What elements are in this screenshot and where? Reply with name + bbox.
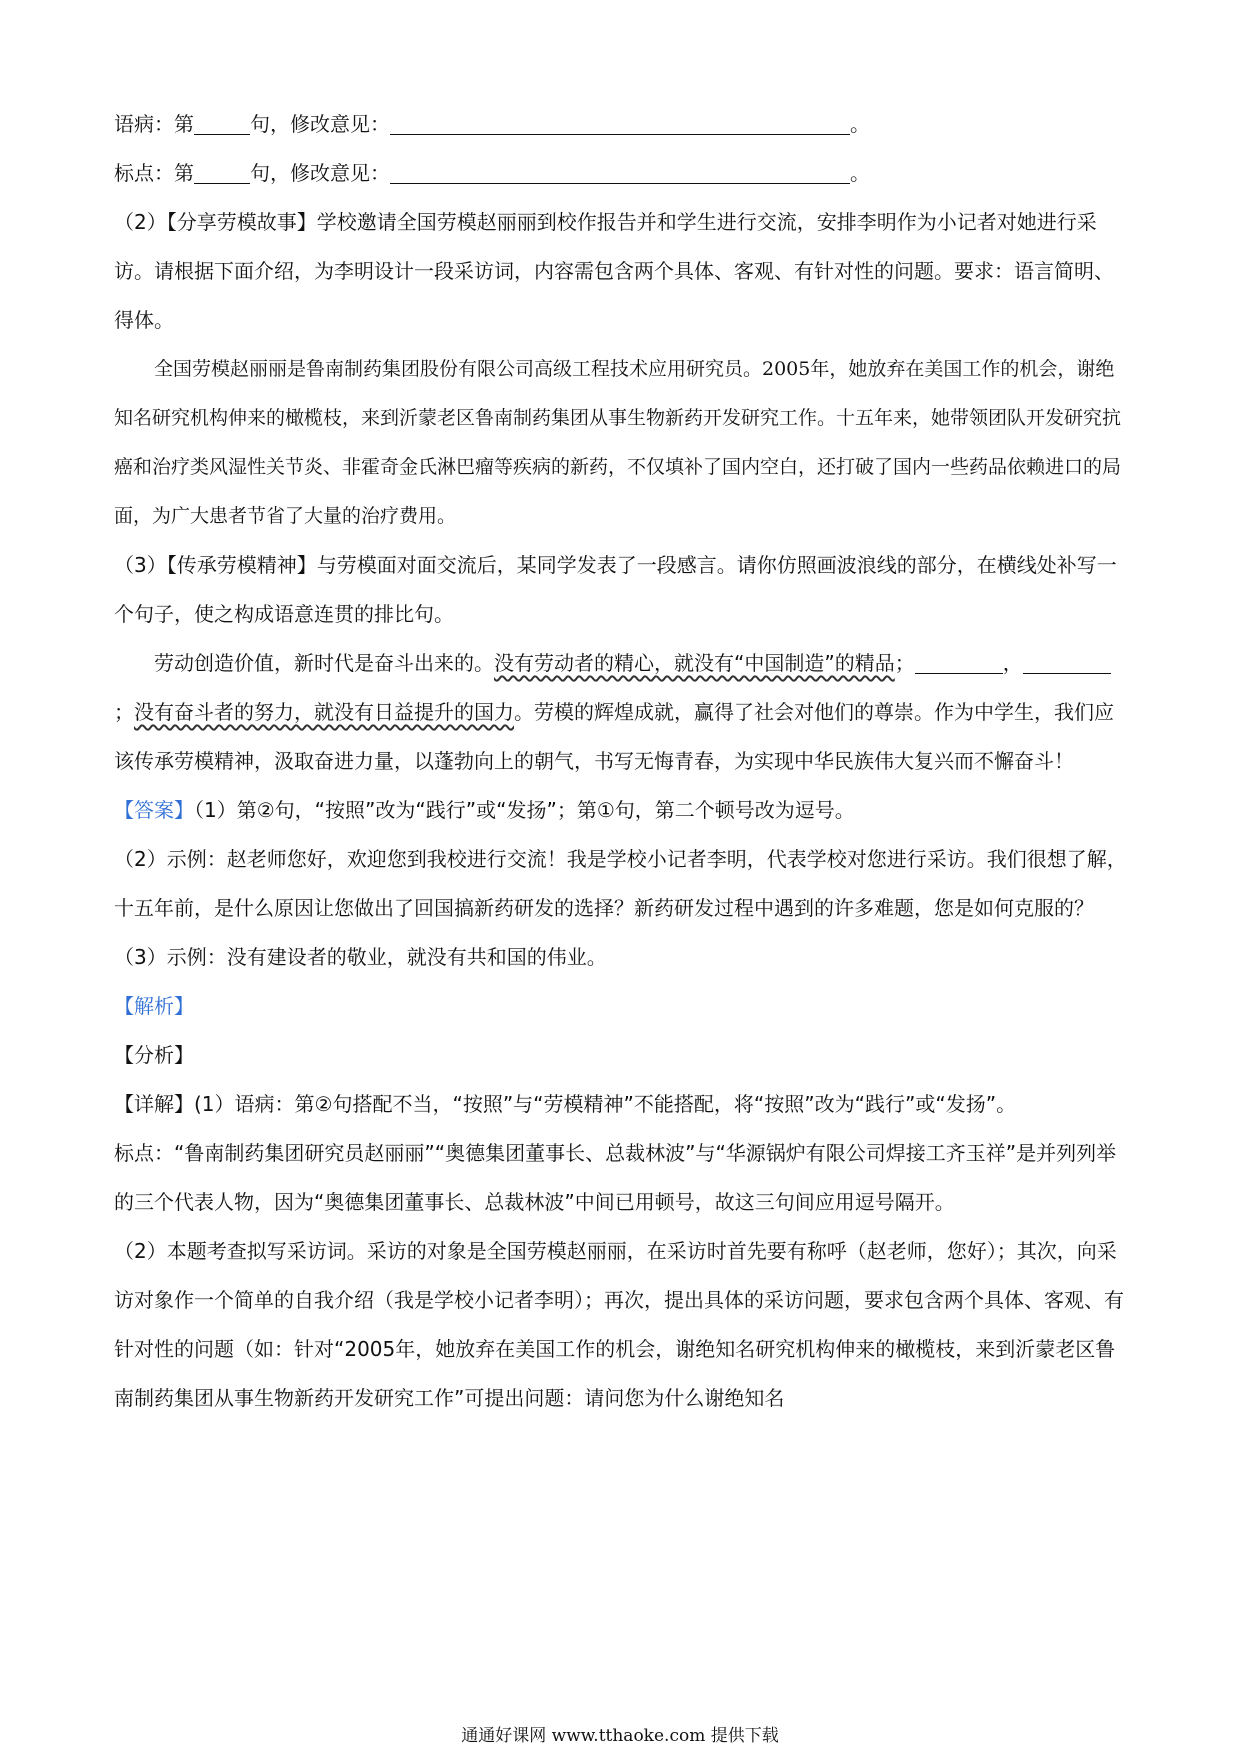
passage-punct: ；	[114, 700, 134, 724]
answer-blank[interactable]	[390, 161, 850, 184]
answer-blank[interactable]	[1023, 651, 1111, 674]
page-footer: 通通好课网 www.tthaoke.com 提供下载	[461, 1726, 779, 1746]
passage-paragraph	[114, 639, 1130, 786]
question-2: （2）【分享劳模故事】学校邀请全国劳模赵丽丽到校作报告并和学生进行交流，安排李明作为小记者对她进行采访。请根据下面介绍，为李明设计一段采访词，内容需包含两个具体、客观、有针对性的问题。要求：语言简明、得体。	[114, 210, 1114, 332]
analysis-fenxi: 【分析】	[114, 1043, 194, 1067]
fill-label: 语病：第	[114, 112, 194, 136]
wavy-sentence-2: 没有奋斗者的努力，就没有日益提升的国力	[134, 700, 514, 724]
answer-text: （1）第②句，“按照”改为“践行”或“发扬”；第①句，第二个顿号改为逗号。	[194, 798, 855, 822]
passage-text: 。劳模的辉煌成就，赢得了社会对他们的尊崇。作为中学生，我们应该传承劳模精神，汲取奋进力量，以蓬勃向上的朝气，书写无悔青春，为实现中华民族伟大复兴而不懈奋斗！	[114, 700, 1114, 773]
material-paragraph: 全国劳模赵丽丽是鲁南制药集团股份有限公司高级工程技术应用研究员。2005年，她放弃在美国工作的机会，谢绝知名研究机构伸来的橄榄枝，来到沂蒙老区鲁南制药集团从事生物新药开发研究工作。十五年来，她带领团队开发研究抗癌和治疗类风湿性关节炎、非霍奇金氏淋巴瘤等疾病的新药，不仅填补了国内空白，还打破了国内一些药品依赖进口的局面，为广大患者节省了大量的治疗费用。	[114, 358, 1122, 527]
answer-3: （3）示例：没有建设者的敬业，就没有共和国的伟业。	[114, 945, 607, 969]
answer-tag: 【答案】	[114, 798, 194, 822]
question-3: （3）【传承劳模精神】与劳模面对面交流后，某同学发表了一段感言。请你仿照画波浪线的部分，在横线处补写一个句子，使之构成语意连贯的排比句。	[114, 553, 1117, 626]
fill-label: 句，修改意见：	[250, 161, 390, 185]
analysis-detail-2: 标点：“鲁南制药集团研究员赵丽丽”“奥德集团董事长、总裁林波”与“华源锅炉有限公司焊接工齐玉祥”是并列列举的三个代表人物，因为“奥德集团董事长、总裁林波”中间已用顿号，故这三句间应用逗号隔开。	[114, 1141, 1117, 1214]
fill-label: 句，修改意见：	[250, 112, 390, 136]
fill-label: 标点：第	[114, 161, 194, 185]
answer-blank[interactable]	[194, 161, 250, 184]
passage-punct: ；	[894, 651, 915, 675]
answer-2: （2）示例：赵老师您好，欢迎您到我校进行交流！我是学校小记者李明，代表学校对您进行采访。我们很想了解，十五年前，是什么原因让您做出了回国搞新药研发的选择？新药研发过程中遇到的许多难题，您是如何克服的？	[114, 847, 1127, 920]
passage-punct: ，	[1002, 651, 1023, 675]
answer-blank[interactable]	[390, 112, 850, 135]
analysis-detail-1: 【详解】(1）语病：第②句搭配不当，“按照”与“劳模精神”不能搭配，将“按照”改为“践行”或“发扬”。	[114, 1092, 1017, 1116]
fill-line-biaodian	[114, 149, 1130, 198]
passage-text: 劳动创造价值，新时代是奋斗出来的。	[154, 651, 494, 675]
analysis-detail-3: （2）本题考查拟写采访词。采访的对象是全国劳模赵丽丽，在采访时首先要有称呼（赵老师，您好）；其次，向采访对象作一个简单的自我介绍（我是学校小记者李明）；再次，提出具体的采访问题，要求包含两个具体、客观、有针对性的问题（如：针对“2005年，她放弃在美国工作的机会，谢绝知名研究机构伸来的橄榄枝，来到沂蒙老区鲁南制药集团从事生物新药开发研究工作”可提出问题：请问您为什么谢绝知名	[114, 1239, 1124, 1410]
fill-line-yubing	[114, 100, 1130, 149]
fill-end: 。	[850, 161, 870, 185]
answer-blank[interactable]	[194, 112, 250, 135]
answer-blank[interactable]	[915, 651, 1003, 674]
wavy-sentence-1: 没有劳动者的精心，就没有“中国制造”的精品	[494, 651, 895, 675]
analysis-tag: 【解析】	[114, 994, 194, 1018]
page-content	[114, 100, 1130, 1423]
answer-1	[114, 786, 1130, 835]
fill-end: 。	[850, 112, 870, 136]
